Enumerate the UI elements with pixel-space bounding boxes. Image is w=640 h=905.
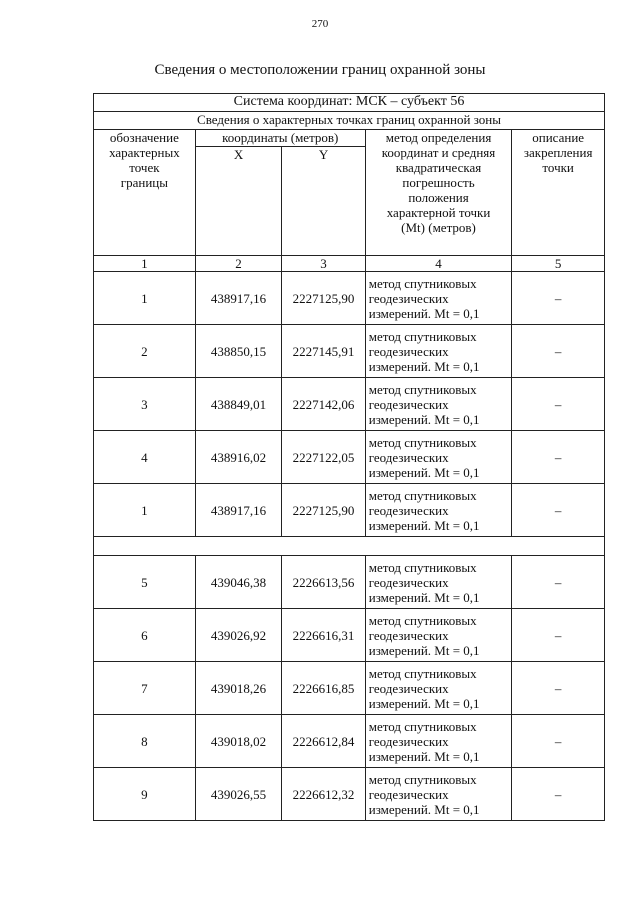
method-line: метод спутниковых bbox=[368, 665, 477, 681]
table-row bbox=[94, 325, 605, 378]
x-coordinate: 439018,02 bbox=[195, 715, 282, 768]
header-method-line: метод определения bbox=[385, 130, 492, 145]
x-coordinate: 438917,16 bbox=[195, 484, 282, 537]
header-method bbox=[365, 130, 512, 256]
table-row bbox=[94, 768, 605, 821]
point-group-1 bbox=[94, 272, 605, 537]
fixing-description: – bbox=[512, 556, 605, 609]
y-coordinate: 2226612,32 bbox=[282, 768, 365, 821]
y-coordinate: 2226612,84 bbox=[282, 715, 365, 768]
point-number: 1 bbox=[94, 484, 196, 537]
y-coordinate: 2227122,05 bbox=[282, 431, 365, 484]
method-line: измерений. Mt = 0,1 bbox=[368, 801, 480, 817]
header-designation bbox=[94, 130, 196, 256]
header-description-line: закрепления bbox=[523, 145, 593, 160]
fixing-description: – bbox=[512, 431, 605, 484]
header-description-line: точки bbox=[542, 160, 574, 175]
header-method-line: квадратическая bbox=[395, 160, 482, 175]
y-coordinate: 2227145,91 bbox=[282, 325, 365, 378]
fixing-description: – bbox=[512, 484, 605, 537]
header-method-line: положения bbox=[408, 190, 469, 205]
method-line: метод спутниковых bbox=[368, 381, 477, 397]
header-y: Y bbox=[282, 147, 365, 256]
method-line: метод спутниковых bbox=[368, 275, 477, 291]
point-number: 5 bbox=[94, 556, 196, 609]
fixing-description: – bbox=[512, 378, 605, 431]
table-row bbox=[94, 609, 605, 662]
header-method-line: характерной точки bbox=[386, 205, 491, 220]
point-number: 1 bbox=[94, 272, 196, 325]
table-row bbox=[94, 556, 605, 609]
method-line: геодезических bbox=[368, 343, 449, 359]
method-description bbox=[365, 768, 512, 821]
method-line: измерений. Mt = 0,1 bbox=[368, 305, 480, 321]
point-number: 9 bbox=[94, 768, 196, 821]
table-row bbox=[94, 484, 605, 537]
method-line: измерений. Mt = 0,1 bbox=[368, 411, 480, 427]
fixing-description: – bbox=[512, 662, 605, 715]
point-group-2 bbox=[94, 556, 605, 821]
method-description bbox=[365, 715, 512, 768]
method-line: метод спутниковых bbox=[368, 434, 477, 450]
method-description bbox=[365, 378, 512, 431]
x-coordinate: 438916,02 bbox=[195, 431, 282, 484]
point-number: 3 bbox=[94, 378, 196, 431]
header-designation-line: обозначение bbox=[109, 130, 179, 145]
separator-cell bbox=[94, 537, 605, 556]
table-row bbox=[94, 378, 605, 431]
method-line: измерений. Mt = 0,1 bbox=[368, 642, 480, 658]
method-line: метод спутниковых bbox=[368, 612, 477, 628]
method-line: геодезических bbox=[368, 502, 449, 518]
y-coordinate: 2227125,90 bbox=[282, 272, 365, 325]
table-row bbox=[94, 272, 605, 325]
method-line: геодезических bbox=[368, 574, 449, 590]
point-number: 8 bbox=[94, 715, 196, 768]
header-coordinates: координаты (метров) bbox=[195, 130, 365, 147]
method-line: геодезических bbox=[368, 733, 449, 749]
fixing-description: – bbox=[512, 715, 605, 768]
method-line: геодезических bbox=[368, 449, 449, 465]
method-line: измерений. Mt = 0,1 bbox=[368, 517, 480, 533]
table-row bbox=[94, 431, 605, 484]
method-line: измерений. Mt = 0,1 bbox=[368, 748, 480, 764]
header-designation-line: характерных bbox=[109, 145, 180, 160]
method-description bbox=[365, 325, 512, 378]
method-line: геодезических bbox=[368, 396, 449, 412]
column-number: 5 bbox=[512, 256, 605, 272]
method-description bbox=[365, 272, 512, 325]
y-coordinate: 2227125,90 bbox=[282, 484, 365, 537]
y-coordinate: 2226616,85 bbox=[282, 662, 365, 715]
fixing-description: – bbox=[512, 325, 605, 378]
method-line: метод спутниковых bbox=[368, 718, 477, 734]
header-method-line: координат и средняя bbox=[381, 145, 496, 160]
method-description bbox=[365, 556, 512, 609]
header-method-line: погрешность bbox=[402, 175, 475, 190]
point-number: 2 bbox=[94, 325, 196, 378]
coordinate-system-row: Система координат: МСК – субъект 56 bbox=[94, 94, 605, 112]
header-description bbox=[512, 130, 605, 256]
fixing-description: – bbox=[512, 768, 605, 821]
method-line: геодезических bbox=[368, 680, 449, 696]
x-coordinate: 439026,92 bbox=[195, 609, 282, 662]
method-line: метод спутниковых bbox=[368, 771, 477, 787]
header-designation-line: точек bbox=[129, 160, 160, 175]
y-coordinate: 2226616,31 bbox=[282, 609, 365, 662]
column-number: 4 bbox=[365, 256, 512, 272]
method-line: метод спутниковых bbox=[368, 487, 477, 503]
header-description-line: описание bbox=[532, 130, 585, 145]
method-description bbox=[365, 662, 512, 715]
method-line: измерений. Mt = 0,1 bbox=[368, 589, 480, 605]
x-coordinate: 439018,26 bbox=[195, 662, 282, 715]
x-coordinate: 439026,55 bbox=[195, 768, 282, 821]
header-method-line: (Mt) (метров) bbox=[401, 220, 476, 235]
document-title: Сведения о местоположении границ охранной зоны bbox=[154, 62, 486, 78]
method-description bbox=[365, 609, 512, 662]
separator-row bbox=[94, 537, 605, 556]
method-line: измерений. Mt = 0,1 bbox=[368, 695, 480, 711]
column-number: 3 bbox=[282, 256, 365, 272]
page-number: 270 bbox=[311, 18, 329, 30]
column-number: 2 bbox=[195, 256, 282, 272]
fixing-description: – bbox=[512, 272, 605, 325]
table-subtitle-row: Сведения о характерных точках границ охранной зоны bbox=[94, 112, 605, 130]
column-number-row bbox=[94, 256, 605, 272]
y-coordinate: 2227142,06 bbox=[282, 378, 365, 431]
method-line: измерений. Mt = 0,1 bbox=[368, 358, 480, 374]
point-number: 6 bbox=[94, 609, 196, 662]
x-coordinate: 439046,38 bbox=[195, 556, 282, 609]
point-number: 4 bbox=[94, 431, 196, 484]
method-line: измерений. Mt = 0,1 bbox=[368, 464, 480, 480]
method-line: геодезических bbox=[368, 290, 449, 306]
column-number: 1 bbox=[94, 256, 196, 272]
x-coordinate: 438850,15 bbox=[195, 325, 282, 378]
method-line: метод спутниковых bbox=[368, 559, 477, 575]
method-description bbox=[365, 431, 512, 484]
y-coordinate: 2226613,56 bbox=[282, 556, 365, 609]
header-designation-line: границы bbox=[120, 175, 168, 190]
x-coordinate: 438849,01 bbox=[195, 378, 282, 431]
header-x: X bbox=[195, 147, 282, 256]
boundary-points-table bbox=[93, 93, 605, 821]
fixing-description: – bbox=[512, 609, 605, 662]
method-line: геодезических bbox=[368, 627, 449, 643]
table-row bbox=[94, 662, 605, 715]
method-description bbox=[365, 484, 512, 537]
method-line: метод спутниковых bbox=[368, 328, 477, 344]
method-line: геодезических bbox=[368, 786, 449, 802]
x-coordinate: 438917,16 bbox=[195, 272, 282, 325]
point-number: 7 bbox=[94, 662, 196, 715]
table-row bbox=[94, 715, 605, 768]
